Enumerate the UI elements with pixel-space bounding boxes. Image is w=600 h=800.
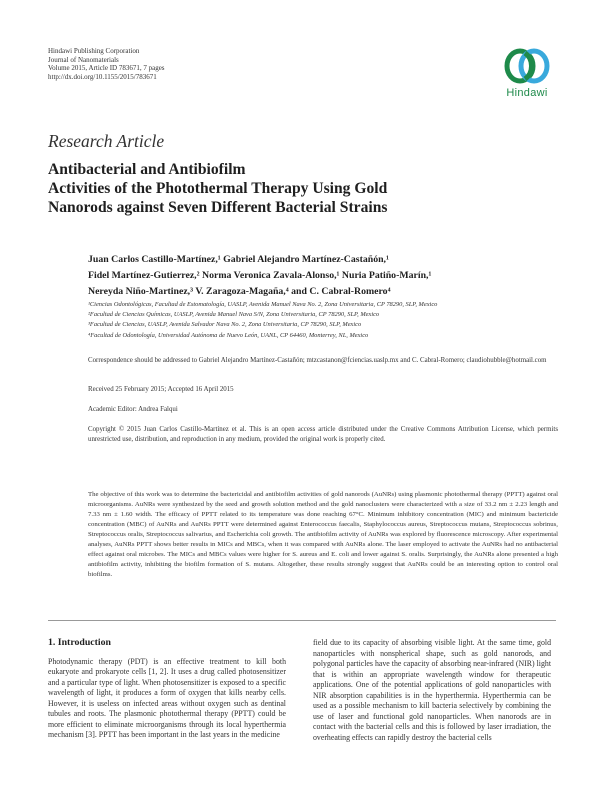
affiliation: ⁴Facultad de Odontología, Universidad Autónoma de Nuevo León, UANL, CP 64460, Monterrey, NL, Mexico [88,331,369,339]
logo-text: Hindawi [506,87,548,99]
doi-link[interactable]: http://dx.doi.org/10.1155/2015/783671 [48,72,157,81]
journal-header [48,47,165,81]
publisher-logo [498,46,556,99]
author-line: Nereyda Niño-Martinez,³ V. Zaragoza-Magaña,⁴ and C. Cabral-Romero⁴ [88,286,391,297]
hindawi-logo-icon [502,46,552,86]
title-line: Activities of the Photothermal Therapy Using Gold [48,180,388,197]
article-title [48,160,498,217]
copyright-notice: Copyright © 2015 Juan Carlos Castillo-Martínez et al. This is an open access article distributed under the Creative Commons Attribution License, which permits unrestricted use, distribution, and reproduction in any medium, provided the original work is properly cited. [88,426,558,443]
publisher-name: Hindawi Publishing Corporation [48,47,140,55]
journal-name: Journal of Nanomaterials [48,55,119,64]
intro-paragraph-left: Photodynamic therapy (PDT) is an effective treatment to kill both eukaryote and prokaryote cells [1, 2]. It uses a drug called photosensitizer and a particular type of light. When photosensitizer is exposed to a specific wavelength of light, it produces a form of oxygen that kills nearby cells. However, it is useless on infected areas without oxygen such as dentinal tubules and roots. The plasmonic photothermal therapy (PPTT) could be more efficient to eliminate microorganisms through its local hyperthermia mechanism [3]. PPTT has been important in the last years in the medicine [48,656,286,739]
author-list [88,252,568,300]
affiliation: ²Facultad de Ciencias Químicas, UASLP, Avenida Manuel Nava S/N, Zona Universitaria, CP 78290, SLP, Mexico [88,311,380,319]
title-line: Nanorods against Seven Different Bacterial Strains [48,199,388,216]
title-line: Antibacterial and Antibiofilm [48,161,246,178]
left-column [48,638,286,741]
author-line: Juan Carlos Castillo-Martínez,¹ Gabriel Alejandro Martínez-Castañón,¹ [88,254,389,265]
intro-paragraph-right: field due to its capacity of absorbing visible light. At the same time, gold nanoparticles with nonspherical shape, such as gold nanorods, and polygonal particles have the capacity of absorbing near-infrared (NIR) light that is within an appropriate wavelength window for therapeutic applications. One of the potential applications of gold nanoparticles with NIR absorption capabilities is in the hyperthermia. Hyperthermia can be used as a possible mechanism to kill bacteria selectively by combining the use of laser and functional gold nanoparticles. When nanorods are in contact with the bacterial cells and this is followed by laser irradiation, the overheating effects can rapidly destroy the bacterial cells [313,638,551,742]
correspondence: Correspondence should be addressed to Gabriel Alejandro Martínez-Castañón; mtzcastanon@fciencias.uaslp.mx and C. Cabral-Romero; claudiohubble@hotmail.com [88,357,547,364]
section-divider [48,620,556,621]
volume-info: Volume 2015, Article ID 783671, 7 pages [48,64,165,73]
affiliation-list [88,300,568,341]
affiliation: ¹Ciencias Odontológicas, Facultad de Estomatología, UASLP, Avenida Manuel Nava No. 2, Zona Universitaria, CP 78290, SLP, Mexico [88,301,438,308]
received-accepted-dates: Received 25 February 2015; Accepted 16 April 2015 [88,386,234,393]
academic-editor: Academic Editor: Andrea Falqui [88,406,178,413]
abstract: The objective of this work was to determine the bactericidal and antibiofilm activities of gold nanorods (AuNRs) using plasmonic photothermal therapy (PPTT) against oral microorganisms. AuNRs were synthesized by the seed and growth solution method and the gold nanoclusters were characterized with a size of 33.2 nm ± 2.23 length and 7.33 nm ± 1.60 width. The efficacy of PPTT related to its temperature was done reaching 67°C. Minimum inhibitory concentration (MIC) and minimum bactericide concentration (MBC) of AuNRs and AuNRs PPTT were determined against Enterococcus faecalis, Staphylococcus aureus, Streptococcus mutans, Streptococcus sobrinus, Streptococcus oralis, Streptococcus salivarius, and Escherichia coli growth. The antibiofilm activity of AuNRs was explored by fluorescence microscopy. After experimental analyses, AuNRs PPTT shows better results in MICs and MBCs, when it was compared with AuNRs alone. The laser employed to activate the AuNRs had no antibacterial effect against oral microbes. The MICs and MBCs values were higher for S. aureus and E. coli and lower against S. oralis. Surprisingly, the AuNRs alone presented a high antibiofilm activity, inhibiting the biofilm formation of S. mutans. Altogether, these results strongly suggest that AuNRs could be an interesting option to control oral biofilms. [88,491,558,578]
affiliation: ³Facultad de Ciencias, UASLP, Avenida Salvador Nava No. 2, Zona Universitaria, CP 78290, SLP, Mexico [88,321,362,329]
right-column [313,638,551,743]
author-line: Fidel Martínez-Gutierrez,² Norma Veronica Zavala-Alonso,¹ Nuria Patiño-Marín,¹ [88,270,432,281]
article-type: Research Article [48,131,165,151]
section-heading: 1. Introduction [48,637,111,648]
